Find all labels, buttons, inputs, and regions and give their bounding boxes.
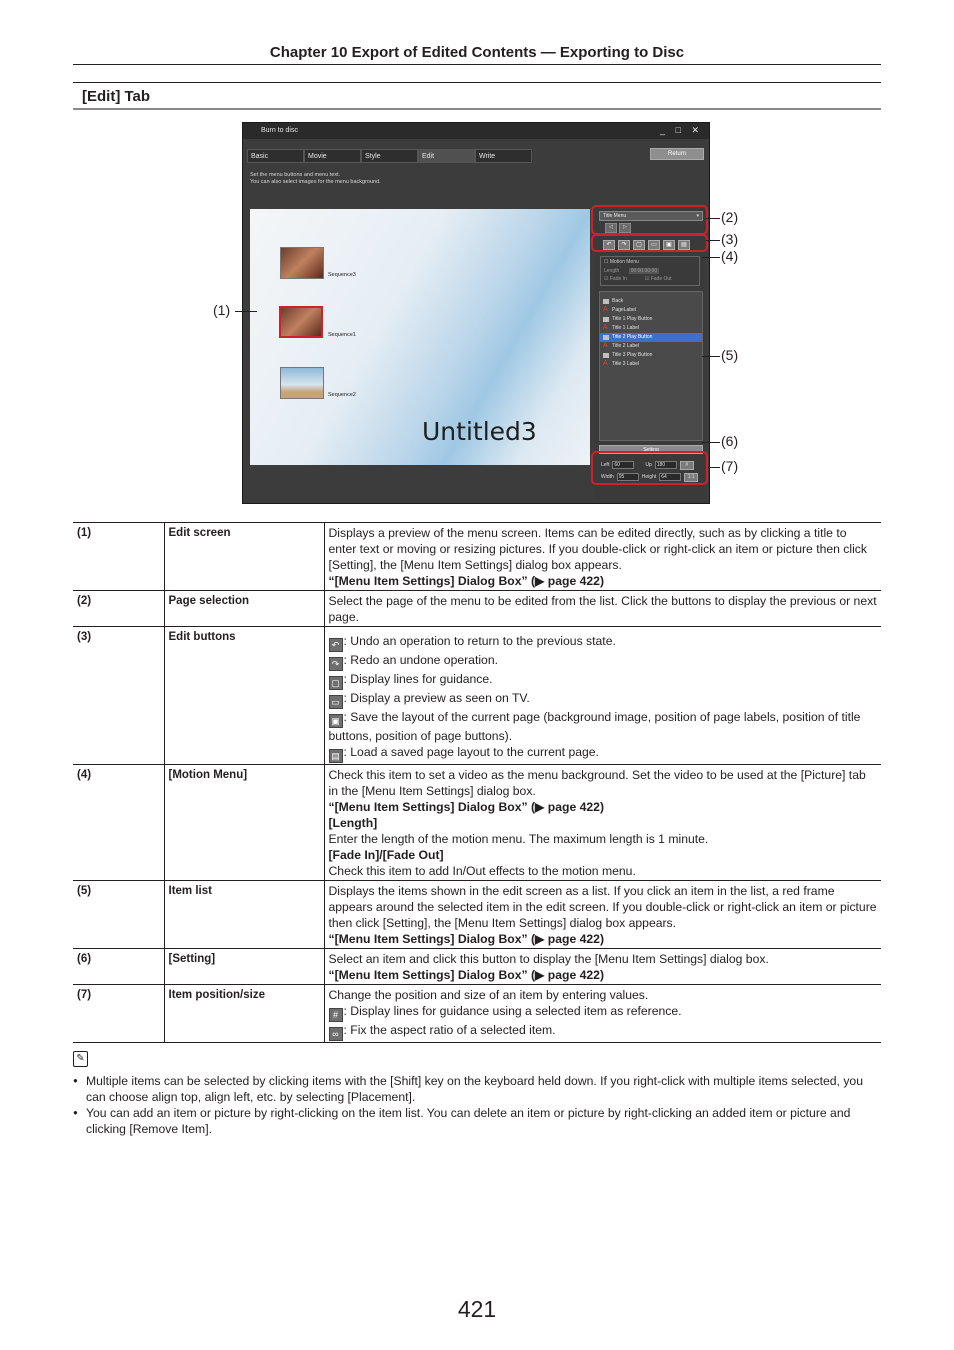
list-item[interactable]: A Title 2 Label bbox=[600, 342, 702, 351]
undo-icon[interactable]: ↶ bbox=[603, 240, 615, 250]
height-input[interactable]: 64 bbox=[659, 473, 681, 481]
instruction-line: Set the menu buttons and menu text. bbox=[250, 172, 341, 178]
window-titlebar bbox=[243, 123, 709, 139]
desc-text: : Redo an undone operation. bbox=[343, 653, 498, 667]
row-description bbox=[324, 985, 881, 1043]
width-input[interactable]: 95 bbox=[617, 473, 639, 481]
callout-frame bbox=[591, 451, 708, 485]
section-rule-top bbox=[73, 82, 881, 83]
header-rule bbox=[73, 64, 881, 65]
guide-reference-icon: # bbox=[329, 1008, 343, 1022]
note-item: ● Multiple items can be selected by clicking items with the [Shift] key on the keyboard held down. If you right-click with multiple items selected, you can choose align top, align left, etc. by selecting [Placement]. bbox=[73, 1073, 883, 1105]
desc-text: : Display a preview as seen on TV. bbox=[343, 691, 530, 705]
list-item[interactable]: A PageLabel bbox=[600, 306, 702, 315]
fade-in-label: Fade In bbox=[609, 276, 627, 282]
tv-preview-icon: ▭ bbox=[329, 695, 343, 709]
desc-text: Change the position and size of an item by entering values. bbox=[328, 988, 649, 1002]
setting-button[interactable]: Setting bbox=[599, 445, 703, 454]
callout-frame bbox=[591, 234, 708, 252]
page-reference-link[interactable]: “[Menu Item Settings] Dialog Box” (▶ page 422) bbox=[328, 574, 604, 588]
instruction-line: You can also select images for the menu background. bbox=[250, 179, 381, 185]
thumbnail-sequence2[interactable] bbox=[280, 367, 324, 399]
row-number: (2) bbox=[73, 591, 164, 627]
thumbnail-label: Sequence1 bbox=[328, 332, 356, 338]
callout-line bbox=[706, 240, 720, 241]
row-name: [Setting] bbox=[164, 949, 324, 985]
left-label: Left bbox=[601, 462, 610, 468]
callout-line bbox=[708, 467, 720, 468]
row-number: (6) bbox=[73, 949, 164, 985]
list-item[interactable]: A Title 3 Label bbox=[600, 360, 702, 369]
fade-out-label: Fade Out bbox=[650, 276, 672, 282]
row-description bbox=[324, 881, 881, 949]
motion-menu-label: Motion Menu bbox=[609, 259, 639, 265]
edit-screen[interactable] bbox=[250, 209, 590, 465]
item-list bbox=[599, 291, 703, 441]
callout-line bbox=[706, 218, 720, 219]
callout-line bbox=[702, 257, 720, 258]
desc-text: Displays the items shown in the edit screen as a list. If you click an item in the list, a red frame appears around the selected item in the edit screen. If you double-click or right-click an item or picture then click [Setting], the [Menu Item Settings] dialog box appears. bbox=[328, 884, 877, 930]
section-rule-bottom bbox=[73, 108, 881, 110]
row-number: (7) bbox=[73, 985, 164, 1043]
table-row bbox=[73, 881, 881, 949]
list-item[interactable]: Back bbox=[600, 297, 702, 306]
row-name: Edit screen bbox=[164, 523, 324, 591]
page-reference-link[interactable]: “[Menu Item Settings] Dialog Box” (▶ page 422) bbox=[328, 968, 604, 982]
callout-line bbox=[702, 442, 720, 443]
table-row bbox=[73, 985, 881, 1043]
table-row bbox=[73, 949, 881, 985]
thumbnail-sequence1[interactable] bbox=[279, 306, 323, 338]
desc-text: : Display lines for guidance. bbox=[343, 672, 493, 686]
row-name: Item list bbox=[164, 881, 324, 949]
list-item[interactable]: Title 1 Play Button bbox=[600, 315, 702, 324]
notes-list bbox=[73, 1073, 883, 1137]
chapter-header: Chapter 10 Export of Edited Contents — Exporting to Disc bbox=[269, 44, 685, 61]
subheading: [Fade In]/[Fade Out] bbox=[328, 848, 444, 862]
load-layout-icon[interactable]: ▤ bbox=[678, 240, 690, 250]
row-name: Page selection bbox=[164, 591, 324, 627]
left-input[interactable]: 60 bbox=[612, 461, 634, 469]
redo-icon: ↷ bbox=[329, 657, 343, 671]
redo-icon[interactable]: ↷ bbox=[618, 240, 630, 250]
desc-text: : Load a saved page layout to the current page. bbox=[343, 745, 599, 759]
guide-lines-icon[interactable]: ▢ bbox=[633, 240, 645, 250]
callout-label: (5) bbox=[721, 347, 739, 363]
list-item[interactable]: A Title 1 Label bbox=[600, 324, 702, 333]
desc-text: Select the page of the menu to be edited from the list. Click the buttons to display the previous or next page. bbox=[328, 594, 877, 624]
thumbnail-sequence3[interactable] bbox=[280, 247, 324, 279]
table-row bbox=[73, 523, 881, 591]
save-layout-icon: ▣ bbox=[329, 714, 343, 728]
page-reference-link[interactable]: “[Menu Item Settings] Dialog Box” (▶ page 422) bbox=[328, 800, 604, 814]
fade-out-checkbox[interactable]: ☑ Fade Out bbox=[644, 276, 672, 282]
row-description bbox=[324, 523, 881, 591]
tab-movie[interactable]: Movie bbox=[304, 149, 361, 163]
tab-write[interactable]: Write bbox=[475, 149, 532, 163]
load-layout-icon: ▤ bbox=[329, 749, 343, 763]
row-name: [Motion Menu] bbox=[164, 765, 324, 881]
row-name: Item position/size bbox=[164, 985, 324, 1043]
prev-page-button[interactable]: ◁ bbox=[605, 223, 617, 233]
tab-bar bbox=[247, 149, 532, 163]
fade-in-checkbox[interactable]: ☑ Fade In bbox=[604, 276, 627, 282]
length-field[interactable]: 00:00:30;00 bbox=[630, 268, 658, 274]
row-number: (5) bbox=[73, 881, 164, 949]
description-table bbox=[73, 522, 881, 1043]
desc-text: Select an item and click this button to display the [Menu Item Settings] dialog box. bbox=[328, 952, 769, 966]
callout-label: (7) bbox=[721, 458, 739, 474]
thumbnail-label: Sequence3 bbox=[328, 272, 356, 278]
section-title: [Edit] Tab bbox=[82, 88, 151, 105]
aspect-ratio-button[interactable]: 1:1 bbox=[684, 473, 698, 482]
callout-label: (1) bbox=[213, 302, 231, 318]
aspect-ratio-icon: ∞ bbox=[329, 1027, 343, 1041]
menu-title-text[interactable]: Untitled3 bbox=[422, 417, 537, 446]
row-number: (1) bbox=[73, 523, 164, 591]
callout-frame bbox=[591, 205, 708, 235]
burn-to-disc-screenshot bbox=[242, 122, 710, 504]
note-icon: ✎ bbox=[73, 1051, 88, 1067]
row-number: (4) bbox=[73, 765, 164, 881]
table-row bbox=[73, 765, 881, 881]
callout-line bbox=[702, 356, 720, 357]
motion-menu-group bbox=[600, 256, 700, 286]
row-description bbox=[324, 949, 881, 985]
guide-lines-icon: ▢ bbox=[329, 676, 343, 690]
desc-text: Displays a preview of the menu screen. Items can be edited directly, such as by clicking a title to enter text or moving or resizing pictures. If you double-click or right-click an item or picture then click [Setting], the [Menu Item Settings] dialog box appears. bbox=[328, 526, 867, 572]
note-item: ● You can add an item or picture by right-clicking on the item list. You can delete an item or picture by right-clicking an added item or picture and clicking [Remove Item]. bbox=[73, 1105, 883, 1137]
guide-reference-icon[interactable]: # bbox=[680, 461, 694, 470]
table-row bbox=[73, 591, 881, 627]
tab-style[interactable]: Style bbox=[361, 149, 418, 163]
row-description bbox=[324, 627, 881, 765]
desc-text: Check this item to set a video as the menu background. Set the video to be used at the [Picture] tab in the [Menu Item Settings] dialog box. bbox=[328, 768, 866, 798]
callout-label: (3) bbox=[721, 231, 739, 247]
thumbnail-label: Sequence2 bbox=[328, 392, 356, 398]
desc-text: Enter the length of the motion menu. The maximum length is 1 minute. bbox=[328, 832, 709, 846]
width-label: Width bbox=[601, 474, 614, 480]
window-title: Burn to disc bbox=[261, 127, 298, 134]
row-description bbox=[324, 765, 881, 881]
up-input[interactable]: 180 bbox=[655, 461, 677, 469]
chevron-down-icon: ▾ bbox=[696, 213, 699, 219]
row-number: (3) bbox=[73, 627, 164, 765]
desc-text: Check this item to add In/Out effects to the motion menu. bbox=[328, 864, 636, 878]
next-page-button[interactable]: ▷ bbox=[619, 223, 631, 233]
dropdown-value: Title Menu bbox=[603, 213, 627, 219]
undo-icon: ↶ bbox=[329, 638, 343, 652]
up-label: Up bbox=[645, 462, 652, 468]
page-number: 421 bbox=[457, 1296, 497, 1322]
desc-text: : Fix the aspect ratio of a selected item. bbox=[343, 1023, 556, 1037]
return-button[interactable]: Return bbox=[650, 148, 704, 160]
row-description bbox=[324, 591, 881, 627]
tab-basic[interactable]: Basic bbox=[247, 149, 304, 163]
list-item-selected[interactable]: Title 2 Play Button bbox=[600, 333, 702, 342]
instructions bbox=[250, 172, 381, 186]
callout-label: (2) bbox=[721, 209, 739, 225]
row-name: Edit buttons bbox=[164, 627, 324, 765]
motion-menu-checkbox[interactable]: ☐ Motion Menu bbox=[604, 259, 639, 265]
length-label: Length bbox=[604, 268, 620, 274]
tab-edit[interactable]: Edit bbox=[418, 149, 475, 163]
tv-preview-icon[interactable]: ▭ bbox=[648, 240, 660, 250]
save-layout-icon[interactable]: ▣ bbox=[663, 240, 675, 250]
subheading: [Length] bbox=[328, 816, 378, 830]
page-reference-link[interactable]: “[Menu Item Settings] Dialog Box” (▶ page 422) bbox=[328, 932, 604, 946]
window-controls-icon[interactable]: _ □ ✕ bbox=[660, 125, 703, 135]
table-row bbox=[73, 627, 881, 765]
callout-label: (6) bbox=[721, 433, 739, 449]
desc-text: : Display lines for guidance using a selected item as reference. bbox=[343, 1004, 682, 1018]
callout-label: (4) bbox=[721, 248, 739, 264]
desc-text: : Save the layout of the current page (background image, position of page labels, position of title buttons, position of page buttons). bbox=[328, 710, 861, 743]
list-item[interactable]: Title 3 Play Button bbox=[600, 351, 702, 360]
height-label: Height bbox=[641, 474, 657, 480]
desc-text: : Undo an operation to return to the previous state. bbox=[343, 634, 616, 648]
callout-line bbox=[235, 311, 257, 312]
